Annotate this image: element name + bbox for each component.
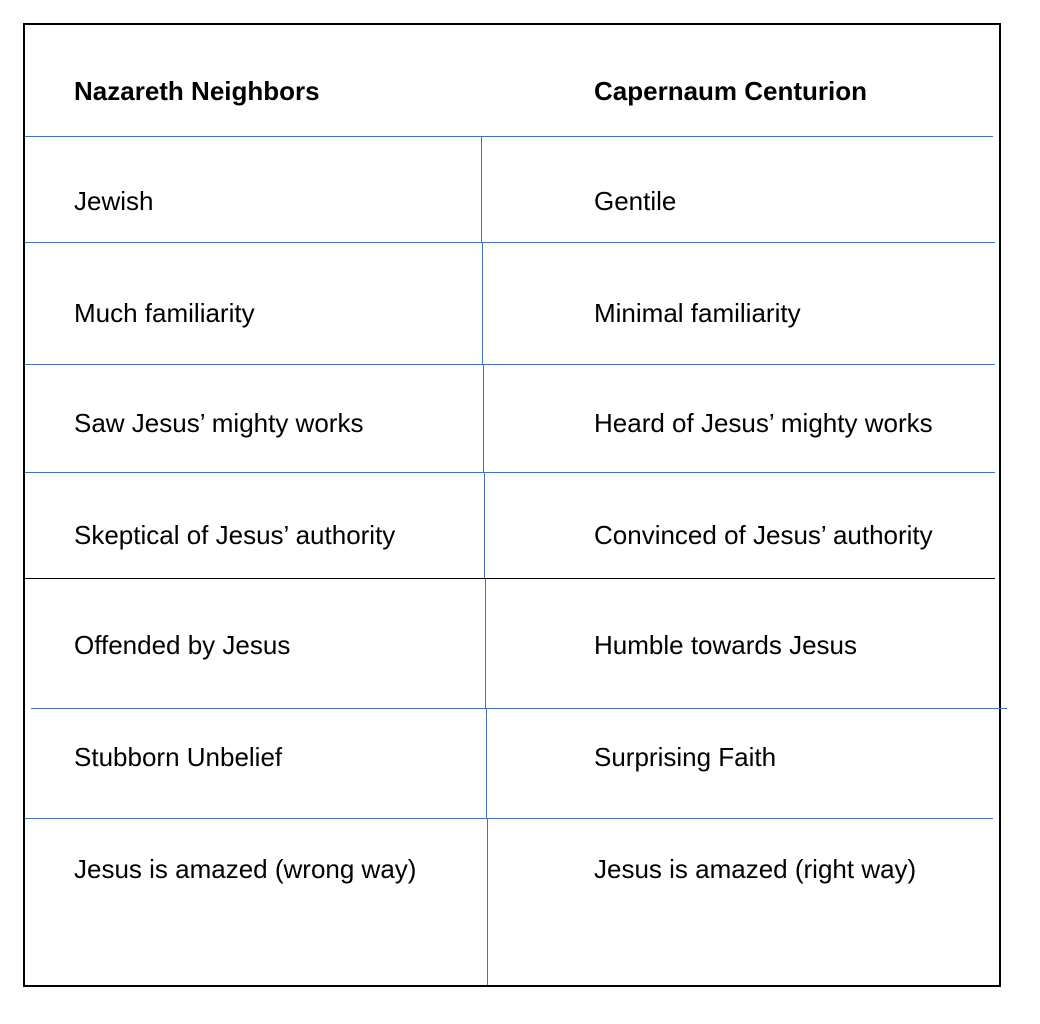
cell-right: Jesus is amazed (right way) xyxy=(594,854,917,884)
header-left: Nazareth Neighbors xyxy=(74,76,320,106)
comparison-table-frame xyxy=(23,23,1001,987)
row-divider xyxy=(25,242,995,243)
column-divider xyxy=(482,243,483,364)
column-divider xyxy=(483,365,484,472)
row-divider xyxy=(31,708,1007,709)
cell-right: Minimal familiarity xyxy=(594,298,801,328)
cell-left: Offended by Jesus xyxy=(74,630,291,660)
cell-right: Surprising Faith xyxy=(594,742,777,772)
column-divider xyxy=(484,473,485,578)
cell-right: Gentile xyxy=(594,186,677,216)
cell-left: Saw Jesus’ mighty works xyxy=(74,408,364,438)
column-divider xyxy=(486,709,487,818)
cell-left: Skeptical of Jesus’ authority xyxy=(74,520,396,550)
column-divider xyxy=(487,819,488,985)
cell-left: Much familiarity xyxy=(74,298,255,328)
cell-left: Jewish xyxy=(74,186,154,216)
cell-right: Convinced of Jesus’ authority xyxy=(594,520,933,550)
row-divider xyxy=(25,818,993,819)
row-divider xyxy=(25,472,995,473)
cell-right: Humble towards Jesus xyxy=(594,630,857,660)
row-divider xyxy=(25,136,993,137)
row-divider xyxy=(25,578,995,579)
column-divider xyxy=(481,137,482,242)
header-right: Capernaum Centurion xyxy=(594,76,868,106)
row-divider xyxy=(25,364,995,365)
column-divider xyxy=(485,579,486,708)
cell-left: Stubborn Unbelief xyxy=(74,742,283,772)
cell-right: Heard of Jesus’ mighty works xyxy=(594,408,933,438)
cell-left: Jesus is amazed (wrong way) xyxy=(74,854,417,884)
